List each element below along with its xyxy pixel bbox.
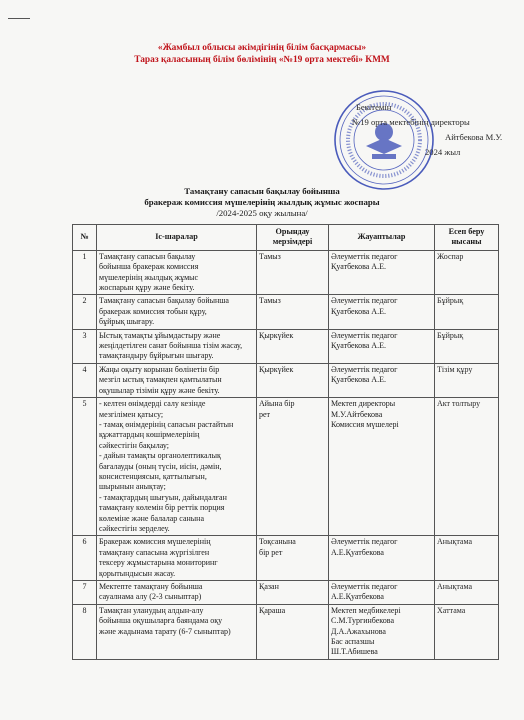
table-body	[73, 250, 499, 659]
document-title	[0, 186, 524, 219]
report-cell	[435, 295, 499, 329]
activity-cell-line: сәйкестігін бақылау;	[99, 440, 170, 450]
table-row	[73, 604, 499, 659]
table-row	[73, 536, 499, 581]
report-cell-line: Бұйрық	[437, 330, 464, 340]
report-cell	[435, 398, 499, 536]
activity-cell-line: Тамақтан уланудың алдын-алу	[99, 605, 204, 615]
activity-cell-line: - тамақтардың шығуын, дайындалған	[99, 492, 227, 502]
table-row	[73, 295, 499, 329]
deadline-cell-line: Қараша	[259, 605, 286, 615]
responsible-cell-line: Комиссия мүшелері	[331, 419, 399, 429]
deadline-cell	[257, 581, 329, 605]
responsible-cell-line: Ш.Т.Абишева	[331, 647, 378, 657]
responsible-cell-line: Қуатбекова А.Е.	[331, 262, 386, 272]
report-cell-line: Жоспар	[437, 251, 464, 261]
report-cell	[435, 250, 499, 295]
header-number: №	[73, 225, 97, 251]
deadline-cell	[257, 329, 329, 363]
responsible-cell-line: Бас аспазшы	[331, 637, 375, 647]
org-line-2: Тараз қаласының білім бөлімінің «№19 орта мектебі» КММ	[134, 55, 390, 65]
responsible-cell-line: Қуатбекова А.Е.	[331, 375, 386, 385]
activity-cell-line: мүшелерінің жылдық жұмыс	[99, 272, 199, 282]
header-report-form: Есеп беру нысаны	[435, 225, 499, 251]
activity-cell-line: оқушылар тізімін құру және бекіту.	[99, 385, 220, 395]
report-cell-line: Анықтама	[437, 537, 473, 547]
activity-cell	[97, 581, 257, 605]
activity-cell-line: бойынша бракераж комиссия	[99, 262, 199, 272]
activity-cell	[97, 250, 257, 295]
activity-cell-line: Бракераж комиссия мүшелерінің	[99, 537, 211, 547]
title-line-3: /2024-2025 оқу жылына/	[216, 208, 308, 218]
row-number-cell: 1	[73, 250, 97, 295]
title-line-2: бракераж комиссия мүшелерінің жылдық жұмыс жоспары	[144, 197, 380, 207]
responsible-cell-line: Әлеуметтік педагог	[331, 330, 398, 340]
deadline-cell	[257, 363, 329, 397]
activity-cell-line: сауалнама алу (2-3 сыныптар)	[99, 592, 202, 602]
deadline-cell-line: Айына бір	[259, 399, 295, 409]
row-number-cell: 4	[73, 363, 97, 397]
activity-cell-line: тексеру жұмыстарына мониторинг	[99, 558, 218, 568]
deadline-cell	[257, 295, 329, 329]
deadline-cell-line: Тамыз	[259, 296, 281, 306]
activity-cell-line: құжаттардың көшірмелерінің	[99, 430, 200, 440]
approval-line-3: Айтбекова М.У.	[445, 132, 503, 142]
approval-block	[350, 100, 520, 160]
activity-cell-line: бракераж комиссия тобын құру,	[99, 306, 207, 316]
deadline-cell	[257, 604, 329, 659]
report-cell	[435, 329, 499, 363]
activity-cell-line: Тамақтану сапасын бақылау	[99, 251, 196, 261]
responsible-cell-line: Әлеуметтік педагог	[331, 364, 398, 374]
deadline-cell-line: Қыркүйек	[259, 364, 294, 374]
responsible-cell	[329, 604, 435, 659]
activity-cell-line: бағалауды (оның түсін, иісін, дәмін,	[99, 461, 222, 471]
deadline-cell-line: Тамыз	[259, 251, 281, 261]
approval-line-2: №19 орта мектебінің директоры	[352, 117, 470, 127]
deadline-cell-line: Тоқсанына	[259, 537, 296, 547]
table-row	[73, 581, 499, 605]
activity-cell-line: жоспарын құру және бекіту.	[99, 283, 195, 293]
org-line-1: «Жамбыл облысы әкімдігінің білім басқармасы»	[157, 43, 367, 53]
header-deadlines: Орындау мерзімдері	[257, 225, 329, 251]
row-number-cell: 3	[73, 329, 97, 363]
activity-cell-line: мезгілімен қатысу;	[99, 409, 164, 419]
activity-cell-line: көлеміне және балалар санына	[99, 513, 204, 523]
responsible-cell	[329, 295, 435, 329]
organization-header	[0, 42, 524, 66]
activity-cell-line: - тамақ өнімдерінің сапасын растайтын	[99, 419, 234, 429]
report-cell	[435, 604, 499, 659]
responsible-cell-line: С.М.Тургинбекова	[331, 616, 394, 626]
deadline-cell-line: рет	[259, 409, 271, 419]
deadline-cell	[257, 398, 329, 536]
responsible-cell	[329, 250, 435, 295]
activity-cell-line: мезгіл ыстық тамақпен қамтылатын	[99, 375, 222, 385]
row-number-cell: 5	[73, 398, 97, 536]
report-cell	[435, 363, 499, 397]
activity-cell-line: Мектепте тамақтану бойынша	[99, 582, 203, 591]
header-activities: Іс-шаралар	[97, 225, 257, 251]
activity-cell	[97, 329, 257, 363]
activity-cell-line: - дайын тамақты органолептикалық	[99, 451, 221, 461]
deadline-cell	[257, 250, 329, 295]
responsible-cell-line: Қуатбекова А.Е.	[331, 341, 386, 351]
report-cell	[435, 581, 499, 605]
responsible-cell-line: Әлеуметтік педагог	[331, 537, 398, 547]
responsible-cell	[329, 363, 435, 397]
report-cell	[435, 536, 499, 581]
row-number-cell: 7	[73, 581, 97, 605]
responsible-cell	[329, 536, 435, 581]
responsible-cell	[329, 398, 435, 536]
responsible-cell-line: А.Е.Қуатбекова	[331, 592, 384, 602]
activity-cell-line: жеңілдетілген санат бойынша тізім жасау,	[99, 341, 243, 351]
responsible-cell	[329, 329, 435, 363]
report-cell-line: Тізім құру	[437, 364, 473, 374]
responsible-cell-line: Әлеуметтік педагог	[331, 582, 398, 591]
deadline-cell-line: Қазан	[259, 582, 279, 591]
activity-cell-line: Тамақтану сапасын бақылау бойынша	[99, 296, 229, 306]
responsible-cell	[329, 581, 435, 605]
activity-cell-line: консистенциясын, қаттылығын,	[99, 471, 207, 481]
activity-cell-line: тамақтандыру бұйрығын шығару.	[99, 351, 214, 361]
header-responsible: Жауаптылар	[329, 225, 435, 251]
activity-cell-line: шырынын анықтау;	[99, 482, 166, 492]
report-cell-line: Анықтама	[437, 582, 473, 591]
activity-cell	[97, 363, 257, 397]
activity-cell-line: тамақтану көлемін бір реттік порция	[99, 503, 225, 513]
approval-line-1: Бекітемін	[356, 102, 392, 112]
report-cell-line: Акт толтыру	[437, 399, 481, 409]
row-number-cell: 6	[73, 536, 97, 581]
activity-cell-line: Ыстық тамақты ұйымдастыру және	[99, 330, 221, 340]
responsible-cell-line: А.Е.Қуатбекова	[331, 547, 384, 557]
activity-cell	[97, 604, 257, 659]
responsible-cell-line: Д.А.Ажахынова	[331, 626, 386, 636]
responsible-cell-line: Мектеп директоры	[331, 399, 396, 409]
deadline-cell	[257, 536, 329, 581]
scan-mark	[8, 18, 30, 19]
row-number-cell: 8	[73, 604, 97, 659]
responsible-cell-line: Мектеп медбикелері	[331, 605, 401, 615]
title-line-1: Тамақтану сапасын бақылау бойынша	[184, 186, 340, 196]
table-row	[73, 398, 499, 536]
approval-line-4: 2024 жыл	[425, 147, 461, 157]
activity-cell-line: сәйкестігін зерделеу.	[99, 523, 170, 533]
activity-cell-line: бұйрық шығару.	[99, 317, 155, 327]
activity-cell	[97, 398, 257, 536]
work-plan-table	[72, 224, 499, 660]
report-cell-line: Бұйрық	[437, 296, 464, 306]
activity-cell-line: - келтен өнімдерді салу кезінде	[99, 399, 206, 409]
activity-cell-line: Жаңы оқыту корынан бөлінетін бір	[99, 364, 220, 374]
responsible-cell-line: Әлеуметтік педагог	[331, 251, 398, 261]
table-header-row	[73, 225, 499, 251]
report-cell-line: Хаттама	[437, 605, 466, 615]
activity-cell-line: және жадынама тарату (6-7 сыныптар)	[99, 626, 231, 636]
responsible-cell-line: М.У.Айтбекова	[331, 409, 383, 419]
row-number-cell: 2	[73, 295, 97, 329]
deadline-cell-line: бір рет	[259, 547, 283, 557]
activity-cell-line: тамақтану сапасына жүргізілген	[99, 547, 210, 557]
table-row	[73, 250, 499, 295]
activity-cell-line: қорытындысын жасау.	[99, 568, 176, 578]
activity-cell-line: бойынша оқушыларға баяндама оқу	[99, 616, 223, 626]
activity-cell	[97, 536, 257, 581]
deadline-cell-line: Қыркүйек	[259, 330, 294, 340]
table-row	[73, 363, 499, 397]
responsible-cell-line: Әлеуметтік педагог	[331, 296, 398, 306]
table-row	[73, 329, 499, 363]
activity-cell	[97, 295, 257, 329]
responsible-cell-line: Қуатбекова А.Е.	[331, 306, 386, 316]
